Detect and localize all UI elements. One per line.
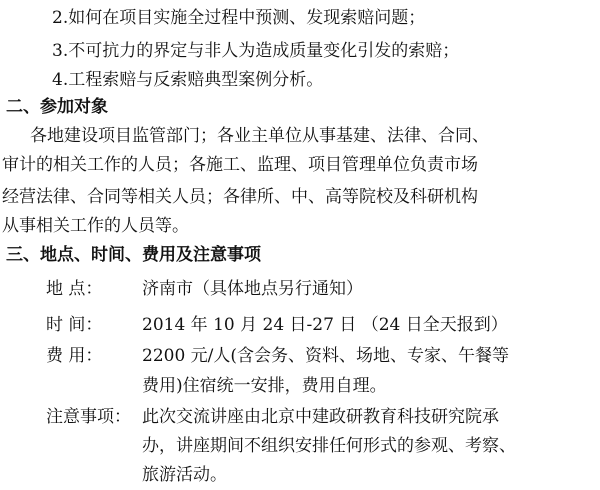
time-label: 时 间： xyxy=(46,315,103,335)
section-heading: 二、参加对象 xyxy=(6,97,108,117)
fee-label: 费 用： xyxy=(46,346,103,366)
paragraph-line: 从事相关工作的人员等。 xyxy=(2,216,189,236)
location-value: 济南市（具体地点另行通知） xyxy=(142,279,363,299)
notes-value-line: 办，讲座期间不组织安排任何形式的参观、考察、 xyxy=(142,436,516,456)
fee-value-line: 2200 元/人(含会务、资料、场地、专家、午餐等 xyxy=(142,346,510,366)
paragraph-line: 审计的相关工作的人员；各施工、监理、项目管理单位负责市场 xyxy=(2,155,478,175)
list-item: 3.不可抗力的界定与非人为造成质量变化引发的索赔； xyxy=(52,41,460,61)
list-item: 4.工程索赔与反索赔典型案例分析。 xyxy=(52,70,324,90)
notes-value-line: 此次交流讲座由北京中建政研教育科技研究院承 xyxy=(142,407,499,427)
paragraph-line: 各地建设项目监管部门；各业主单位从事基建、法律、合同、 xyxy=(30,126,489,146)
time-value: 2014 年 10 月 24 日-27 日 （24 日全天报到） xyxy=(142,315,508,335)
fee-value-line: 费用)住宿统一安排，费用自理。 xyxy=(142,376,387,396)
location-label: 地 点： xyxy=(46,279,103,299)
notes-label: 注意事项： xyxy=(46,407,131,427)
list-item: 2.如何在项目实施全过程中预测、发现索赔问题； xyxy=(52,8,426,28)
notes-value-line: 旅游活动。 xyxy=(142,465,227,485)
paragraph-line: 经营法律、合同等相关人员；各律所、中、高等院校及科研机构 xyxy=(2,187,478,207)
section-heading: 三、地点、时间、费用及注意事项 xyxy=(6,245,261,265)
